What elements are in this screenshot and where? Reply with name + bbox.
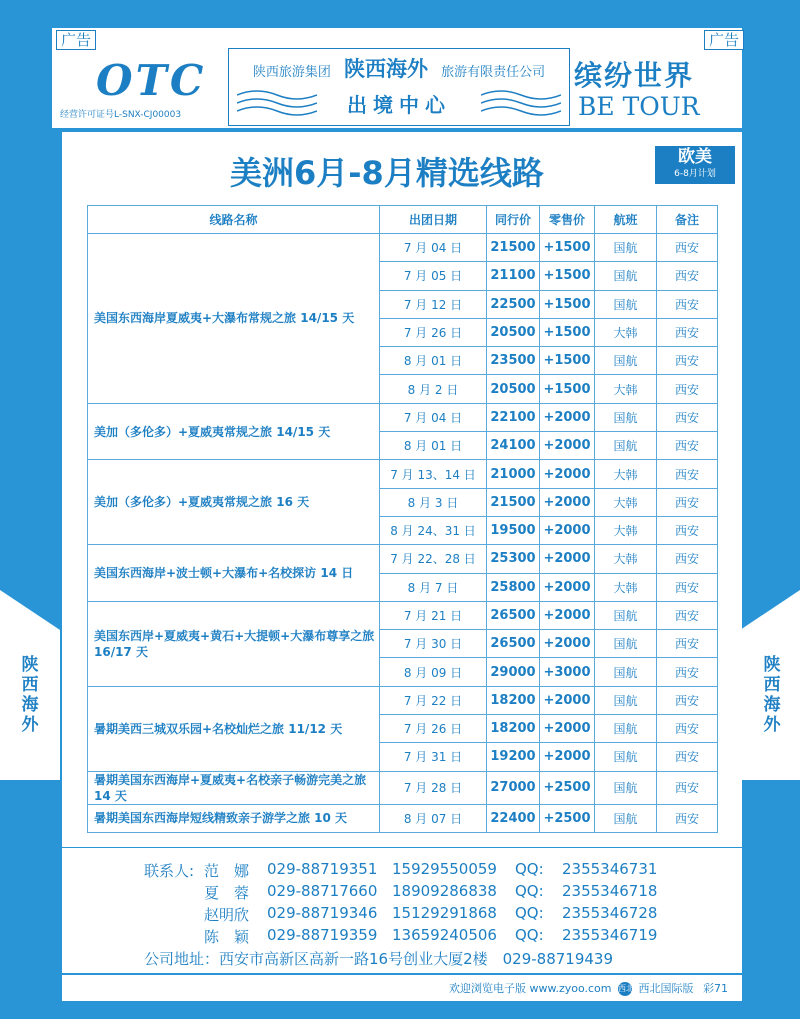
peer-price: 20500 <box>487 375 540 403</box>
contact-mobile: 13659240506 <box>392 926 497 944</box>
side-label-char: 海 <box>763 695 781 715</box>
table-row <box>88 771 718 804</box>
header-peer-price: 同行价 <box>487 206 540 234</box>
retail-price: +1500 <box>540 375 595 403</box>
contact-qq-label: QQ: <box>515 926 544 944</box>
note: 西安 <box>657 658 718 686</box>
group-main: 陕西海外 <box>344 56 428 81</box>
peer-price: 21100 <box>487 262 540 290</box>
company-name <box>229 53 569 83</box>
airline: 大韩 <box>595 516 657 544</box>
note: 西安 <box>657 403 718 431</box>
peer-price: 18200 <box>487 686 540 714</box>
retail-price: +2000 <box>540 545 595 573</box>
contact-mobile: 18909286838 <box>392 882 497 900</box>
header-date: 出团日期 <box>380 206 487 234</box>
retail-price: +2000 <box>540 601 595 629</box>
table-row <box>88 403 718 431</box>
note: 西安 <box>657 545 718 573</box>
side-label-char: 海 <box>21 695 39 715</box>
departure-date: 7 月 21 日 <box>380 601 487 629</box>
footer-text <box>449 980 728 996</box>
departure-date: 7 月 26 日 <box>380 715 487 743</box>
footer-bar <box>62 975 742 1001</box>
note: 西安 <box>657 573 718 601</box>
retail-price: +1500 <box>540 347 595 375</box>
table-row <box>88 460 718 488</box>
retail-price: +1500 <box>540 234 595 262</box>
table-row <box>88 234 718 262</box>
peer-price: 29000 <box>487 658 540 686</box>
contact-qq: 2355346719 <box>562 926 658 944</box>
license-number: 经营许可证号L-SNX-CJ00003 <box>60 110 182 120</box>
note: 西安 <box>657 432 718 460</box>
retail-price: +2000 <box>540 432 595 460</box>
airline: 国航 <box>595 347 657 375</box>
contact-phone: 029-88719359 <box>267 926 378 944</box>
peer-price: 22500 <box>487 290 540 318</box>
retail-price: +3000 <box>540 658 595 686</box>
peer-price: 26500 <box>487 630 540 658</box>
airline: 国航 <box>595 630 657 658</box>
peer-price: 25300 <box>487 545 540 573</box>
contact-row <box>62 882 742 902</box>
contact-mobile: 15929550059 <box>392 860 497 878</box>
contact-qq-label: QQ: <box>515 882 544 900</box>
peer-price: 22100 <box>487 403 540 431</box>
airline: 国航 <box>595 804 657 832</box>
departure-date: 7 月 26 日 <box>380 318 487 346</box>
side-label-right <box>752 655 792 735</box>
contact-qq: 2355346718 <box>562 882 658 900</box>
route-name: 美国东西海岸+波士顿+大瀑布+名校探访 14 日 <box>88 545 380 602</box>
side-label-char: 外 <box>763 715 781 735</box>
airline: 国航 <box>595 262 657 290</box>
side-label-char: 外 <box>21 715 39 735</box>
newspaper-logo-icon: 西北 <box>618 982 632 996</box>
ad-tag-left: 广告 <box>56 30 96 50</box>
note: 西安 <box>657 488 718 516</box>
peer-price: 19200 <box>487 743 540 771</box>
departure-date: 8 月 3 日 <box>380 488 487 516</box>
peer-price: 21500 <box>487 234 540 262</box>
peer-price: 26500 <box>487 601 540 629</box>
airline: 国航 <box>595 234 657 262</box>
airline: 大韩 <box>595 545 657 573</box>
retail-price: +2000 <box>540 460 595 488</box>
header-retail-price: 零售价 <box>540 206 595 234</box>
airline: 大韩 <box>595 573 657 601</box>
note: 西安 <box>657 771 718 804</box>
note: 西安 <box>657 630 718 658</box>
note: 西安 <box>657 743 718 771</box>
contact-name: 赵明欣 <box>204 906 250 924</box>
departure-date: 7 月 12 日 <box>380 290 487 318</box>
contact-row <box>62 926 742 946</box>
contact-phone: 029-88719351 <box>267 860 378 878</box>
otc-logo: OTC <box>96 56 207 105</box>
header-airline: 航班 <box>595 206 657 234</box>
departure-date: 8 月 09 日 <box>380 658 487 686</box>
airline: 国航 <box>595 771 657 804</box>
region-badge <box>655 146 735 184</box>
departure-date: 8 月 24、31 日 <box>380 516 487 544</box>
departure-date: 8 月 7 日 <box>380 573 487 601</box>
peer-price: 22400 <box>487 804 540 832</box>
center-name: 出境中心 <box>347 93 451 117</box>
contact-qq-label: QQ: <box>515 860 544 878</box>
route-name: 美加（多伦多）+夏威夷常规之旅 16 天 <box>88 460 380 545</box>
airline: 大韩 <box>595 488 657 516</box>
table-row <box>88 804 718 832</box>
departure-date: 7 月 05 日 <box>380 262 487 290</box>
contact-name: 范 娜 <box>204 862 250 880</box>
side-label-char: 陕 <box>21 655 39 675</box>
airline: 大韩 <box>595 375 657 403</box>
table-header-row <box>88 206 718 234</box>
note: 西安 <box>657 516 718 544</box>
retail-price: +2000 <box>540 630 595 658</box>
contact-label: 联系人: <box>144 862 195 880</box>
region-name: 欧美 <box>678 147 712 167</box>
peer-price: 27000 <box>487 771 540 804</box>
departure-date: 7 月 22 日 <box>380 686 487 714</box>
airline: 国航 <box>595 601 657 629</box>
route-name: 美加（多伦多）+夏威夷常规之旅 14/15 天 <box>88 403 380 460</box>
departure-date: 8 月 01 日 <box>380 347 487 375</box>
peer-price: 21000 <box>487 460 540 488</box>
retail-price: +2000 <box>540 516 595 544</box>
group-left: 陕西旅游集团 <box>252 65 331 80</box>
peer-price: 23500 <box>487 347 540 375</box>
retail-price: +2500 <box>540 771 595 804</box>
brand-en: BE TOUR <box>578 92 700 121</box>
note: 西安 <box>657 318 718 346</box>
airline: 大韩 <box>595 318 657 346</box>
airline: 国航 <box>595 715 657 743</box>
note: 西安 <box>657 290 718 318</box>
peer-price: 18200 <box>487 715 540 743</box>
airline: 国航 <box>595 403 657 431</box>
departure-date: 7 月 13、14 日 <box>380 460 487 488</box>
departure-date: 7 月 28 日 <box>380 771 487 804</box>
peer-price: 24100 <box>487 432 540 460</box>
note: 西安 <box>657 262 718 290</box>
contact-qq-label: QQ: <box>515 904 544 922</box>
contact-phone: 029-88719346 <box>267 904 378 922</box>
departure-date: 7 月 30 日 <box>380 630 487 658</box>
page-title: 美洲6月-8月精选线路 <box>230 154 544 192</box>
route-name: 美国东西岸+夏威夷+黄石+大提顿+大瀑布尊享之旅 16/17 天 <box>88 601 380 686</box>
departure-date: 8 月 2 日 <box>380 375 487 403</box>
contact-name: 夏 蓉 <box>204 884 250 902</box>
region-plan: 6-8月计划 <box>674 169 716 179</box>
contact-qq: 2355346731 <box>562 860 658 878</box>
header-note: 备注 <box>657 206 718 234</box>
table-row <box>88 686 718 714</box>
departure-date: 8 月 07 日 <box>380 804 487 832</box>
note: 西安 <box>657 601 718 629</box>
note: 西安 <box>657 234 718 262</box>
note: 西安 <box>657 804 718 832</box>
side-label-char: 西 <box>21 675 39 695</box>
departure-date: 8 月 01 日 <box>380 432 487 460</box>
note: 西安 <box>657 460 718 488</box>
retail-price: +2000 <box>540 403 595 431</box>
footer-browse: 欢迎浏览电子版 www.zyoo.com <box>448 982 612 995</box>
company-box <box>228 48 570 126</box>
contact-row <box>62 860 742 880</box>
routes-table <box>87 205 718 833</box>
header-route: 线路名称 <box>88 206 380 234</box>
footer-page: 彩71 <box>703 982 728 995</box>
note: 西安 <box>657 715 718 743</box>
route-name: 美国东西海岸夏威夷+大瀑布常规之旅 14/15 天 <box>88 234 380 404</box>
note: 西安 <box>657 375 718 403</box>
contacts-panel <box>62 848 742 973</box>
contact-row <box>62 904 742 924</box>
side-label-left <box>10 655 50 735</box>
retail-price: +1500 <box>540 290 595 318</box>
departure-date: 7 月 04 日 <box>380 403 487 431</box>
company-address: 公司地址：西安市高新区高新一路16号创业大厦2楼 029-88719439 <box>144 950 614 968</box>
peer-price: 25800 <box>487 573 540 601</box>
route-name: 暑期美西三城双乐园+名校灿烂之旅 11/12 天 <box>88 686 380 771</box>
contact-mobile: 15129291868 <box>392 904 497 922</box>
retail-price: +1500 <box>540 262 595 290</box>
contact-qq: 2355346728 <box>562 904 658 922</box>
ad-tag-right: 广告 <box>704 30 744 50</box>
side-label-char: 陕 <box>763 655 781 675</box>
footer-edition: 西北国际版 <box>638 982 694 995</box>
side-label-char: 西 <box>763 675 781 695</box>
peer-price: 21500 <box>487 488 540 516</box>
route-name: 暑期美国东西海岸+夏威夷+名校亲子畅游完美之旅 14 天 <box>88 771 380 804</box>
retail-price: +2000 <box>540 488 595 516</box>
peer-price: 20500 <box>487 318 540 346</box>
departure-date: 7 月 04 日 <box>380 234 487 262</box>
retail-price: +1500 <box>540 318 595 346</box>
table-row <box>88 545 718 573</box>
retail-price: +2000 <box>540 715 595 743</box>
table-row <box>88 601 718 629</box>
group-right: 旅游有限责任公司 <box>441 65 546 80</box>
retail-price: +2500 <box>540 804 595 832</box>
note: 西安 <box>657 686 718 714</box>
retail-price: +2000 <box>540 743 595 771</box>
brand-cn: 缤纷世界 <box>574 59 695 92</box>
departure-date: 7 月 22、28 日 <box>380 545 487 573</box>
peer-price: 19500 <box>487 516 540 544</box>
airline: 国航 <box>595 686 657 714</box>
airline: 国航 <box>595 658 657 686</box>
route-name: 暑期美国东西海岸短线精致亲子游学之旅 10 天 <box>88 804 380 832</box>
airline: 国航 <box>595 432 657 460</box>
note: 西安 <box>657 347 718 375</box>
airline: 国航 <box>595 290 657 318</box>
airline: 大韩 <box>595 460 657 488</box>
retail-price: +2000 <box>540 686 595 714</box>
retail-price: +2000 <box>540 573 595 601</box>
airline: 国航 <box>595 743 657 771</box>
contact-name: 陈 颖 <box>204 928 250 946</box>
contact-phone: 029-88717660 <box>267 882 378 900</box>
departure-date: 7 月 31 日 <box>380 743 487 771</box>
